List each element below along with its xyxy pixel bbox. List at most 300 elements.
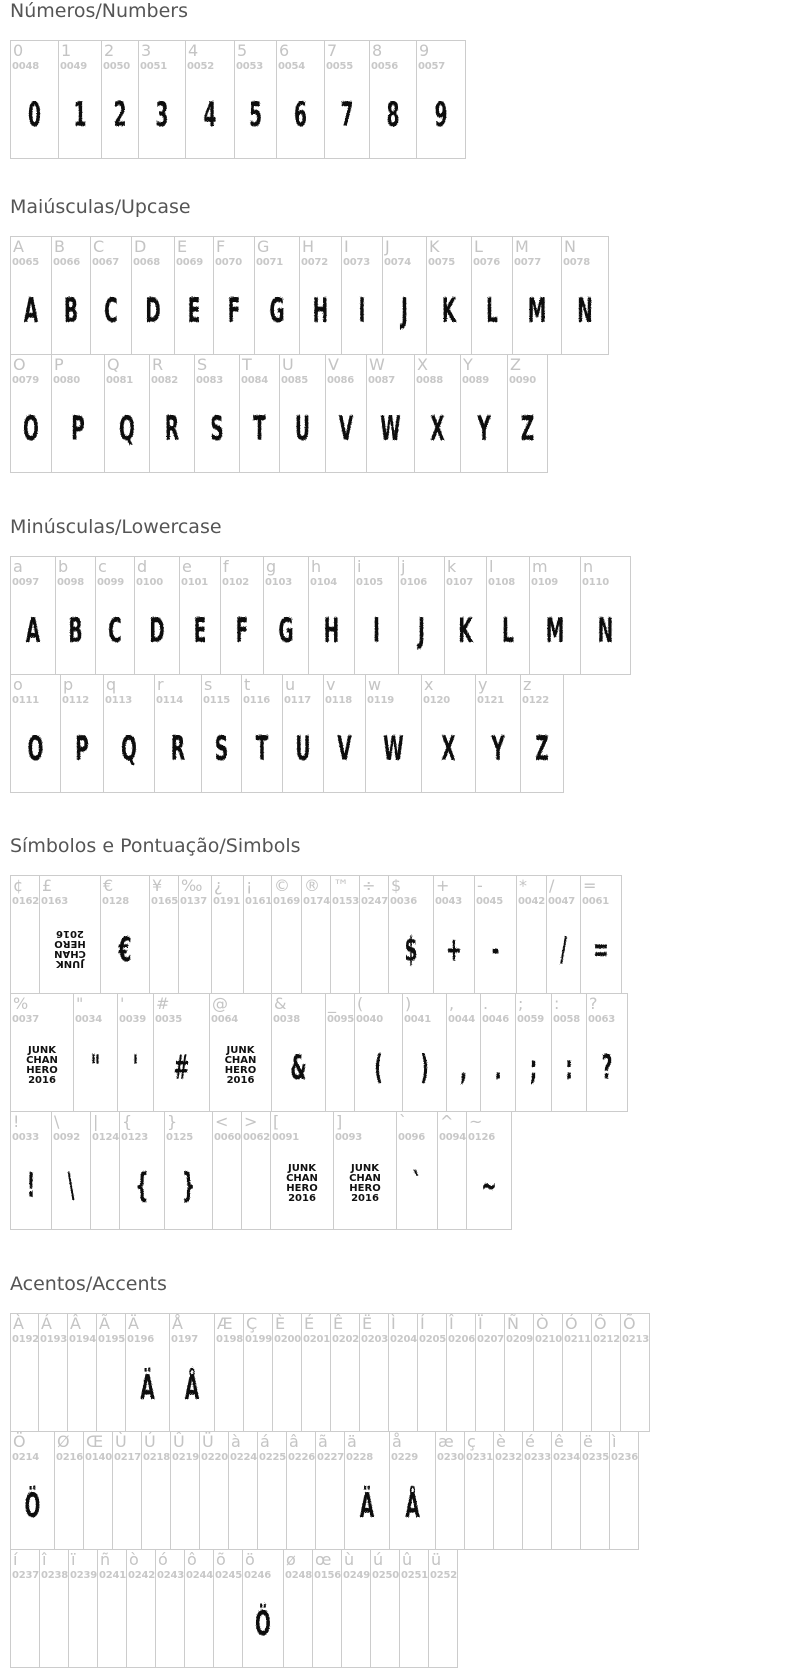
glyph-preview: P [75,728,89,769]
glyph-cell [580,556,631,675]
glyph-cell [10,1431,55,1550]
character-label: Ï [478,1314,483,1333]
glyph-cell [214,1313,244,1432]
glyph-cell [95,556,135,675]
character-code: 0082 [151,375,179,386]
character-label: é [525,1432,535,1451]
glyph-cell [301,1313,331,1432]
character-label: & [274,994,287,1013]
character-label: v [326,675,336,694]
character-label: Ø [57,1432,70,1451]
character-code: 0247 [361,896,389,907]
character-code: 0069 [176,257,204,268]
glyph-cell [174,236,214,355]
glyph-cell [426,236,472,355]
character-label: R [152,355,164,374]
character-code: 0165 [151,896,179,907]
character-code: 0043 [435,896,463,907]
character-label: f [223,557,229,576]
character-code: 0105 [356,577,384,588]
character-code: 0239 [70,1570,98,1581]
character-code: 0236 [611,1452,639,1463]
character-label: Ã [99,1314,110,1333]
character-label: ! [13,1112,20,1131]
glyph-preview: ~ [481,1165,497,1206]
glyph-cell [38,1313,68,1432]
character-label: Ä [128,1314,139,1333]
glyph-cell [51,236,91,355]
character-label: å [392,1432,402,1451]
character-code: 0241 [99,1570,127,1581]
glyph-cell [533,1313,563,1432]
glyph-preview: B [68,610,83,651]
character-code: 0068 [133,257,161,268]
glyph-cell [243,875,272,994]
character-code: 0060 [214,1132,242,1143]
glyph-cell [117,993,154,1112]
section-title: Minúsculas/Lowercase [10,516,222,538]
glyph-cell [209,993,272,1112]
glyph-row [10,236,608,355]
glyph-cell [170,1431,200,1550]
glyph-preview: U [294,408,311,449]
glyph-cell [126,1549,156,1668]
glyph-preview: A [25,610,41,651]
glyph-cell [359,875,389,994]
glyph-cell [330,1313,360,1432]
glyph-cell [239,354,280,473]
character-code: 0088 [416,375,444,386]
character-label: ì [612,1432,617,1451]
character-label: C [93,237,105,256]
character-code: 0092 [53,1132,81,1143]
glyph-cell [369,40,417,159]
character-label: A [13,237,24,256]
character-code: 0126 [468,1132,496,1143]
glyph-cell [10,40,59,159]
glyph-cell [324,40,370,159]
character-label: õ [216,1550,226,1569]
character-code: 0066 [53,257,81,268]
glyph-cell [312,1549,342,1668]
glyph-cell [507,354,548,473]
character-label: z [523,675,532,694]
character-code: 0045 [476,896,504,907]
character-label: ù [344,1550,355,1569]
glyph-cell [211,875,244,994]
glyph-cell [475,1313,505,1432]
section-title: Números/Numbers [10,0,188,22]
glyph-cell [330,875,360,994]
glyph-cell [169,1313,215,1432]
character-code: 0237 [12,1570,40,1581]
glyph-cell [242,1549,284,1668]
character-code: 0153 [332,896,360,907]
character-code: 0169 [273,896,301,907]
character-label: Ê [333,1314,344,1333]
character-label: ë [583,1432,593,1451]
character-label: ' [120,994,125,1013]
glyph-cell [486,556,530,675]
glyph-cell [466,1111,512,1230]
glyph-cell [515,993,552,1112]
glyph-cell [435,1431,465,1550]
character-code: 0071 [256,257,284,268]
character-code: 0075 [428,257,456,268]
character-label: ~ [469,1112,483,1131]
character-code: 0120 [423,695,451,706]
character-code: 0122 [522,695,550,706]
character-code: 0108 [488,577,516,588]
glyph-cell [96,1313,126,1432]
character-label: O [13,355,26,374]
character-code: 0040 [356,1014,384,1025]
glyph-preview: ' [132,1047,139,1088]
character-label: x [424,675,434,694]
glyph-cell [138,40,186,159]
logo-badge: JUNK CHAN HERO 2016 [26,1045,58,1086]
character-label: ) [405,994,412,1013]
glyph-preview: ( [374,1047,383,1088]
character-code: 0080 [53,375,81,386]
character-label: k [447,557,457,576]
glyph-preview: : [565,1047,573,1088]
glyph-preview: Ö [255,1603,271,1644]
character-label: ¢ [13,876,24,895]
character-code: 0070 [215,257,243,268]
glyph-preview: 9 [434,94,448,135]
glyph-preview: , [459,1047,468,1088]
glyph-cell [178,875,212,994]
character-label: Ñ [507,1314,519,1333]
character-code: 0035 [155,1014,183,1025]
character-code: 0238 [41,1570,69,1581]
glyph-preview: - [491,929,500,970]
character-code: 0231 [466,1452,494,1463]
logo-badge: JUNK CHAN HERO 2016 [54,928,86,969]
character-code: 0205 [419,1334,447,1345]
character-code: 0204 [390,1334,418,1345]
character-label: Q [107,355,120,374]
glyph-cell [125,1313,170,1432]
character-label: r [157,675,164,694]
character-label: Ù [115,1432,127,1451]
character-label: y [478,675,488,694]
glyph-preview: F [235,610,249,651]
glyph-cell [437,1111,467,1230]
glyph-cell [446,1313,476,1432]
glyph-cell [323,674,366,793]
glyph-cell [112,1431,142,1550]
character-label: ó [158,1550,168,1569]
character-label: n [583,557,594,576]
character-code: 0113 [105,695,133,706]
character-code: 0214 [12,1452,40,1463]
glyph-preview: Y [477,408,491,449]
glyph-cell [155,1549,185,1668]
character-code: 0234 [553,1452,581,1463]
character-label: Œ [86,1432,104,1451]
character-code: 0233 [524,1452,552,1463]
character-code: 0048 [12,61,40,72]
character-code: 0051 [140,61,168,72]
glyph-preview: € [118,929,132,970]
glyph-preview: ` [412,1165,422,1206]
character-code: 0212 [593,1334,621,1345]
glyph-preview: B [63,290,79,331]
glyph-preview: 4 [203,94,217,135]
character-code: 0099 [97,577,125,588]
character-code: 0095 [327,1014,355,1025]
character-label: = [583,876,597,895]
character-label: % [13,994,29,1013]
glyph-cell [315,1431,345,1550]
character-code: 0245 [215,1570,243,1581]
character-label: í [13,1550,18,1569]
glyph-preview: T [253,408,266,449]
glyph-preview: U [295,728,311,769]
character-label: Ë [362,1314,373,1333]
character-label: e [182,557,192,576]
character-label: S [197,355,208,374]
glyph-cell [561,236,609,355]
character-code: 0211 [564,1334,592,1345]
glyph-preview: Ä [359,1485,375,1526]
glyph-preview: D [145,290,161,331]
character-label: B [54,237,65,256]
glyph-cell [286,1431,316,1550]
glyph-preview: Ö [24,1485,41,1526]
glyph-cell [433,875,475,994]
glyph-cell [119,1111,165,1230]
glyph-preview: G [278,610,294,651]
character-label: ® [304,876,320,895]
glyph-preview: J [401,290,408,331]
character-label: ï [71,1550,76,1569]
character-label: d [137,557,148,576]
character-code: 0062 [243,1132,271,1143]
character-label: L [474,237,483,256]
glyph-cell [365,674,422,793]
character-code: 0228 [346,1452,374,1463]
glyph-preview: A [23,290,39,331]
character-code: 0037 [12,1014,40,1025]
character-code: 0083 [196,375,224,386]
character-label: œ [315,1550,332,1569]
character-label: ô [187,1550,197,1569]
glyph-cell [10,1313,39,1432]
character-code: 0248 [285,1570,313,1581]
character-code: 0114 [156,695,184,706]
character-code: 0104 [310,577,338,588]
glyph-cell [51,1111,91,1230]
character-label: ê [554,1432,564,1451]
character-label: Ô [594,1314,607,1333]
character-label: ò [129,1550,139,1569]
character-label: ; [518,994,524,1013]
character-label: F [216,237,226,256]
glyph-cell [201,674,242,793]
glyph-cell [134,556,180,675]
glyph-cell [591,1313,621,1432]
glyph-preview: I [373,610,380,651]
character-label: i [357,557,362,576]
section-title: Maiúsculas/Upcase [10,196,191,218]
glyph-cell [10,1111,52,1230]
character-code: 0054 [278,61,306,72]
glyph-preview: 8 [386,94,400,135]
character-code: 0072 [301,257,329,268]
character-label: j [401,557,406,576]
character-code: 0097 [12,577,40,588]
glyph-cell [153,993,210,1112]
glyph-preview: } [181,1165,196,1206]
glyph-preview: H [323,610,340,651]
character-code: 0073 [343,257,371,268]
character-code: 0202 [332,1334,360,1345]
glyph-cell [283,1549,313,1668]
character-code: 0210 [535,1334,563,1345]
glyph-cell [272,1313,302,1432]
glyph-preview: # [173,1047,190,1088]
glyph-cell [382,236,427,355]
character-label: t [244,675,251,694]
glyph-preview: C [104,290,118,331]
character-code: 0117 [284,695,312,706]
character-label: ? [589,994,598,1013]
glyph-preview: . [494,1047,502,1088]
character-label: : [554,994,560,1013]
glyph-cell [257,1431,287,1550]
glyph-cell [402,993,447,1112]
character-code: 0217 [114,1452,142,1463]
glyph-row [10,1549,457,1668]
character-code: 0137 [180,896,208,907]
character-label: 4 [188,41,199,60]
glyph-cell [154,674,202,793]
character-code: 0101 [181,577,209,588]
character-label: / [549,876,555,895]
glyph-preview: G [269,290,285,331]
character-label: 7 [327,41,338,60]
character-code: 0249 [343,1570,371,1581]
character-label: , [449,994,455,1013]
character-code: 0192 [12,1334,40,1345]
glyph-cell [562,1313,592,1432]
glyph-cell [493,1431,523,1550]
character-label: I [344,237,349,256]
glyph-cell [359,1313,389,1432]
character-label: Ò [536,1314,549,1333]
character-code: 0198 [216,1334,244,1345]
logo-badge: JUNK CHAN HERO 2016 [349,1163,381,1204]
glyph-cell [417,1313,447,1432]
character-label: U [282,355,294,374]
glyph-preview: F [227,290,241,331]
character-code: 0201 [303,1334,331,1345]
character-label: w [368,675,382,694]
glyph-cell [194,354,240,473]
character-code: 0086 [327,375,355,386]
glyph-cell [10,875,40,994]
glyph-preview: 1 [73,94,87,135]
character-label: Ì [391,1314,396,1333]
glyph-cell [67,1313,97,1432]
glyph-cell [398,556,445,675]
character-code: 0197 [171,1334,199,1345]
character-label: h [311,557,322,576]
character-code: 0107 [446,577,474,588]
glyph-cell [325,993,355,1112]
character-label: } [167,1112,178,1131]
character-code: 0119 [367,695,395,706]
character-label: € [103,876,114,895]
glyph-cell [104,354,150,473]
character-code: 0100 [136,577,164,588]
glyph-cell [10,993,74,1112]
character-code: 0125 [166,1132,194,1143]
character-code: 0209 [506,1334,534,1345]
character-label: © [274,876,290,895]
character-label: H [302,237,315,256]
character-code: 0191 [213,896,241,907]
character-label: X [417,355,428,374]
glyph-cell [185,40,235,159]
character-code: 0058 [553,1014,581,1025]
glyph-preview: O [27,728,44,769]
character-label: Å [172,1314,183,1333]
character-label: Æ [217,1314,233,1333]
glyph-preview: N [597,610,614,651]
glyph-preview: Å [405,1485,420,1526]
character-label: Ç [246,1314,258,1333]
character-code: 0036 [390,896,418,907]
character-label: < [215,1112,229,1131]
glyph-cell [149,354,195,473]
character-label: b [58,557,69,576]
character-label: ø [286,1550,296,1569]
character-label: _ [328,994,336,1013]
glyph-cell [586,993,628,1112]
character-code: 0098 [57,577,85,588]
glyph-cell [228,1431,258,1550]
character-code: 0053 [236,61,264,72]
character-code: 0203 [361,1334,389,1345]
glyph-preview: 5 [248,94,263,135]
character-label: o [13,675,23,694]
character-code: 0041 [404,1014,432,1025]
glyph-cell [241,674,283,793]
glyph-row [10,1431,638,1550]
glyph-preview: 7 [340,94,354,135]
character-label: à [231,1432,241,1451]
glyph-cell [444,556,487,675]
glyph-cell [308,556,355,675]
character-code: 0033 [12,1132,40,1143]
character-code: 0118 [325,695,353,706]
glyph-cell [39,1549,69,1668]
character-code: 0078 [563,257,591,268]
glyph-cell [474,875,517,994]
character-code: 0049 [60,61,88,72]
character-label: q [106,675,117,694]
character-label: u [285,675,296,694]
character-label: G [257,237,270,256]
character-code: 0251 [401,1570,429,1581]
character-code: 0194 [69,1334,97,1345]
glyph-cell [10,354,52,473]
logo-badge: JUNK CHAN HERO 2016 [224,1045,257,1086]
